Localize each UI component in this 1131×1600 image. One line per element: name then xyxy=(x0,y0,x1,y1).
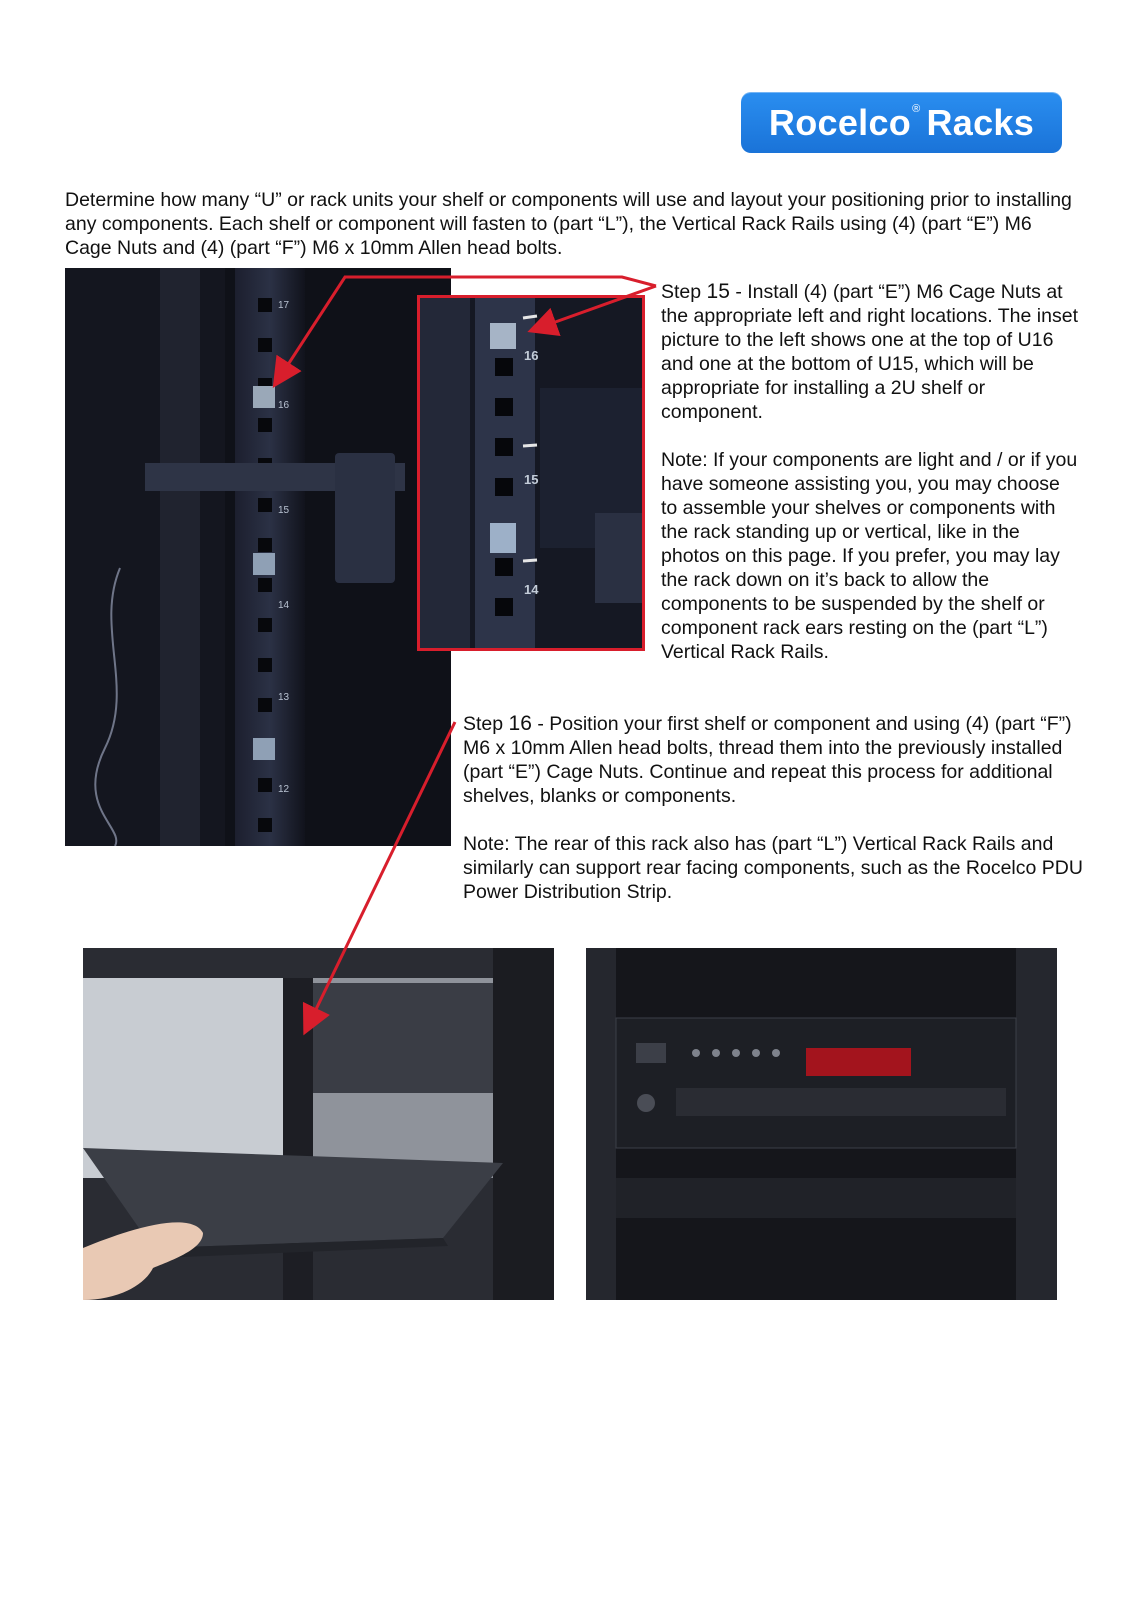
step-16-number: 16 xyxy=(508,712,532,735)
step-16-block xyxy=(463,712,1083,928)
step-15-text: - Install (4) (part “E”) M6 Cage Nuts at the appropriate left and right locations. The inset picture to the left shows one at the top of U16 and one at the bottom of U15, which will be appropriate for installing a 2U shelf or component. xyxy=(661,281,1078,423)
step-15-prefix: Step xyxy=(661,281,707,303)
step-16-text: - Position your first shelf or component and using (4) (part “F”) M6 x 10mm Allen head bolts, thread them into the previously installed (part “E”) Cage Nuts. Continue and repeat this process for additional shelves, blanks or components. xyxy=(463,713,1072,807)
step-15-number: 15 xyxy=(706,280,730,303)
rail-number: 13 xyxy=(278,692,290,703)
inset-rail-number: 15 xyxy=(524,472,539,487)
rack-rail-photo xyxy=(65,268,451,846)
inset-rail-number: 14 xyxy=(524,582,539,597)
intro-paragraph: Determine how many “U” or rack units your shelf or components will use and layout your positioning prior to installing any components. Each shelf or component will fasten to (part “L”), the Vertical Rack Rails using (4) (part “E”) M6 Cage Nuts and (4) (part “F”) M6 x 10mm Allen head bolts. xyxy=(65,189,1072,259)
step-15-block xyxy=(661,280,1081,688)
rail-number: 12 xyxy=(278,784,290,795)
shelf-install-photo xyxy=(83,948,554,1300)
step-16-instruction xyxy=(463,712,1083,808)
step-16-note: Note: The rear of this rack also has (part “L”) Vertical Rack Rails and similarly can support rear facing components, such as the Rocelco PDU Power Distribution Strip. xyxy=(463,833,1083,903)
cage-nut-inset-photo xyxy=(417,295,645,651)
step-15-note: Note: If your components are light and / or if you have someone assisting you, you may choose to assemble your shelves or components with the rack standing up or vertical, like in the photos on this page. If you prefer, you may lay the rack down on it’s back to allow the components to be suspended by the shelf or component rack ears resting on the (part “L”) Vertical Rack Rails. xyxy=(661,449,1078,663)
step-16-prefix: Step xyxy=(463,713,509,735)
inset-rail-number: 16 xyxy=(524,348,539,363)
cd-player-photo xyxy=(586,948,1057,1300)
registered-mark: ® xyxy=(912,102,921,115)
rail-number: 17 xyxy=(278,300,290,311)
logo-text: Rocelco xyxy=(768,101,912,143)
rail-number: 14 xyxy=(278,600,290,611)
rail-number: 16 xyxy=(278,400,290,411)
step-15-instruction xyxy=(661,280,1081,424)
logo-text-2: Racks xyxy=(926,101,1035,143)
rail-number: 15 xyxy=(278,505,290,516)
brand-logo xyxy=(741,92,1062,153)
